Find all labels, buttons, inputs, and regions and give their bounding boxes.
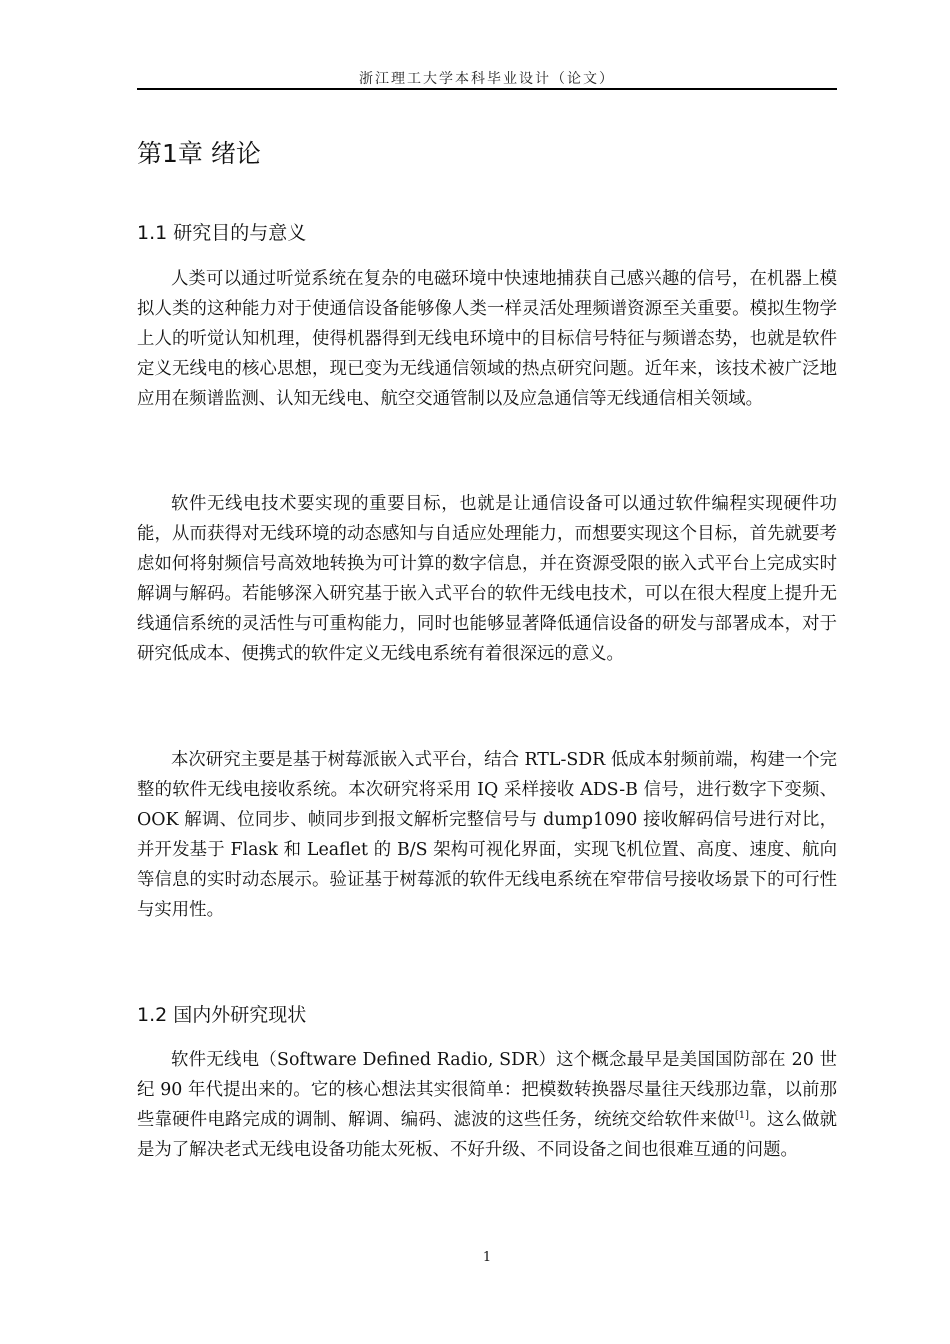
paragraph-1: 人类可以通过听觉系统在复杂的电磁环境中快速地捕获自己感兴趣的信号，在机器上模拟人类的这种能力对于使通信设备能够像人类一样灵活处理频谱资源至关重要。模拟生物学上人的听觉认知机理，使得机器得到无线电环境中的目标信号特征与频谱态势，也就是软件定义无线电的核心思想，现已变为无线通信领域的热点研究问题。近年来，该技术被广泛地应用在频谱监测、认知无线电、航空交通管制以及应急通信等无线通信相关领域。 <box>137 269 837 410</box>
chapter-title: 第1章 绪论 <box>137 139 261 168</box>
paragraph-4-text: 软件无线电（Software Defined Radio, SDR）这个概念最早是美国国防部在 20 世纪 90 年代提出来的。它的核心想法其实很简单：把模数转换器尽量往天线那边靠，以前那些靠硬件电路完成的调制、解调、编码、滤波的这些任务，统统交给软件来做 <box>137 1050 837 1131</box>
citation-marker[interactable]: [1] <box>734 1110 750 1122</box>
paragraph-3: 本次研究主要是基于树莓派嵌入式平台，结合 RTL-SDR 低成本射频前端，构建一个完整的软件无线电接收系统。本次研究将采用 IQ 采样接收 ADS-B 信号，进行数字下变频、OOK 解调、位同步、帧同步到报文解析完整信号与 dump1090 接收解码信号进行对比，并开发基于 Flask 和 Leaflet 的 B/S 架构可视化界面，实现飞机位置、高度、速度、航向等信息的实时动态展示。验证基于树莓派的软件无线电系统在窄带信号接收场景下的可行性与实用性。 <box>137 750 837 921</box>
section-title-1-2: 1.2 国内外研究现状 <box>137 1004 307 1026</box>
paragraph-2: 软件无线电技术要实现的重要目标，也就是让通信设备可以通过软件编程实现硬件功能，从而获得对无线环境的动态感知与自适应处理能力，而想要实现这个目标，首先就要考虑如何将射频信号高效地转换为可计算的数字信息，并在资源受限的嵌入式平台上完成实时解调与解码。若能够深入研究基于嵌入式平台的软件无线电技术，可以在很大程度上提升无线通信系统的灵活性与可重构能力，同时也能够显著降低通信设备的研发与部署成本，对于研究低成本、便携式的软件定义无线电系统有着很深远的意义。 <box>137 494 837 665</box>
paragraph-4 <box>137 1045 837 1165</box>
paragraph-4-text-cont: 。这么做就是为了解决老式无线电设备功能太死板、不好升级、不同设备之间也很难互通的问题。 <box>137 1110 837 1161</box>
header-rule <box>137 88 837 90</box>
page-number: 1 <box>482 1250 492 1265</box>
running-header: 浙江理工大学本科毕业设计（论文） <box>359 71 615 87</box>
section-title-1-1: 1.1 研究目的与意义 <box>137 222 307 244</box>
